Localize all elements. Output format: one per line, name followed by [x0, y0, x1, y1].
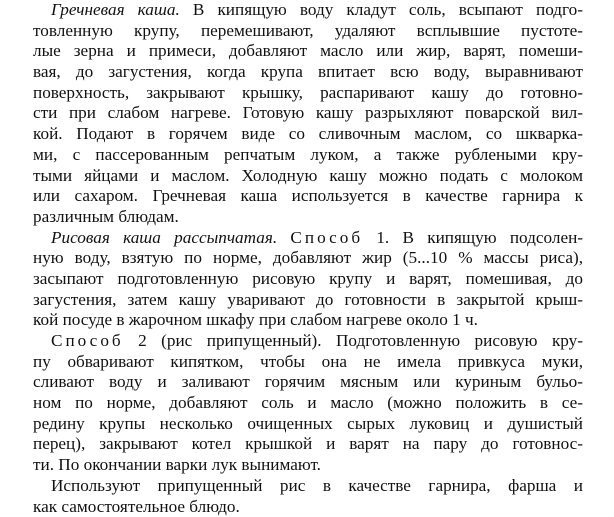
text-line [33, 372, 583, 393]
text-run: ти. По окончании варки лук вынимают. [33, 455, 321, 474]
text-line [33, 290, 583, 311]
text-line [33, 21, 583, 42]
text-run: загустения, затем кашу уваривают до готовности в закрытой крыш- [33, 290, 583, 309]
text-run: Используют припущенный рис в качестве гарнира, фарша и [51, 476, 583, 495]
paragraph [33, 331, 583, 476]
italic-heading: Рисовая каша рассыпчатая. [51, 228, 277, 247]
text-run: 1. В кипящую подсолен- [363, 228, 583, 247]
text-line [33, 62, 583, 83]
text-run: кой посуде в жарочном шкафу при слабом нагреве около 1 ч. [33, 310, 478, 329]
text-line [33, 248, 583, 269]
text-line [33, 186, 583, 207]
text-line [33, 166, 583, 187]
text-run: ную воду, взятую по норме, добавляют жир (5...10 % массы риса), [33, 248, 583, 267]
text-run: лые зерна и примеси, добавляют масло или жир, варят, помеши- [33, 41, 583, 60]
text-line [33, 103, 583, 124]
text-line [33, 41, 583, 62]
paragraph [33, 476, 583, 517]
paragraph [33, 228, 583, 331]
text-run: сти при слабом нагреве. Готовую кашу разрыхляют поварской вил- [33, 103, 583, 122]
text-run: различным блюдам. [33, 207, 179, 226]
spaced-term: Способ [51, 331, 124, 350]
text-line [33, 455, 583, 476]
text-line [33, 0, 583, 21]
text-run: вая, до загустения, когда крупа впитает всю воду, выравнивают [33, 62, 583, 81]
text-run: засыпают подготовленную рисовую крупу и варят, помешивая, до [33, 269, 583, 288]
text-line [33, 124, 583, 145]
text-line [33, 497, 583, 517]
text-line [33, 269, 583, 290]
text-line [33, 145, 583, 166]
italic-heading: Гречневая каша. [51, 0, 180, 19]
text-run: или сахаром. Гречневая каша используется в качестве гарнира к [33, 186, 583, 205]
text-line [33, 331, 583, 352]
text-run: ми, с пассерованным репчатым луком, а также рублеными кру- [33, 145, 583, 164]
text-line [33, 310, 583, 331]
text-run: как самостоятельное блюдо. [33, 497, 240, 516]
text-run: редину крупы несколько очищенных сырых луковиц и душистый [33, 414, 583, 433]
text-line [33, 83, 583, 104]
text-run: тыми яйцами и маслом. Холодную кашу можно подать с молоком [33, 166, 583, 185]
text-line [33, 393, 583, 414]
text-line [33, 352, 583, 373]
text-run: перец), закрывают котел крышкой и варят на пару до готовнос- [33, 434, 583, 453]
spaced-term: Способ [290, 228, 363, 247]
text-run: сливают воду и заливают горячим мясным или куриным бульо- [33, 372, 583, 391]
text-run: пу обваривают кипятком, чтобы она не имела привкуса муки, [33, 352, 583, 371]
text-run: кой. Подают в горячем виде со сливочным маслом, со шкварка- [33, 124, 583, 143]
text-line [33, 414, 583, 435]
document-page [33, 0, 583, 517]
text-run: поверхность, закрывают крышку, распаривают кашу до готовно- [33, 83, 583, 102]
text-run: ном по норме, добавляют соль и масло (можно положить в се- [33, 393, 583, 412]
text-line [33, 476, 583, 497]
text-line [33, 434, 583, 455]
text-run: товленную крупу, перемешивают, удаляют всплывшие пустоте- [33, 21, 583, 40]
text-line [33, 228, 583, 249]
text-run [277, 228, 290, 247]
paragraph [33, 0, 583, 228]
text-run: 2 (рис припущенный). Подготовленную рисовую кру- [124, 331, 583, 350]
text-run: В кипящую воду кладут соль, всыпают подго- [180, 0, 583, 19]
text-line [33, 207, 583, 228]
